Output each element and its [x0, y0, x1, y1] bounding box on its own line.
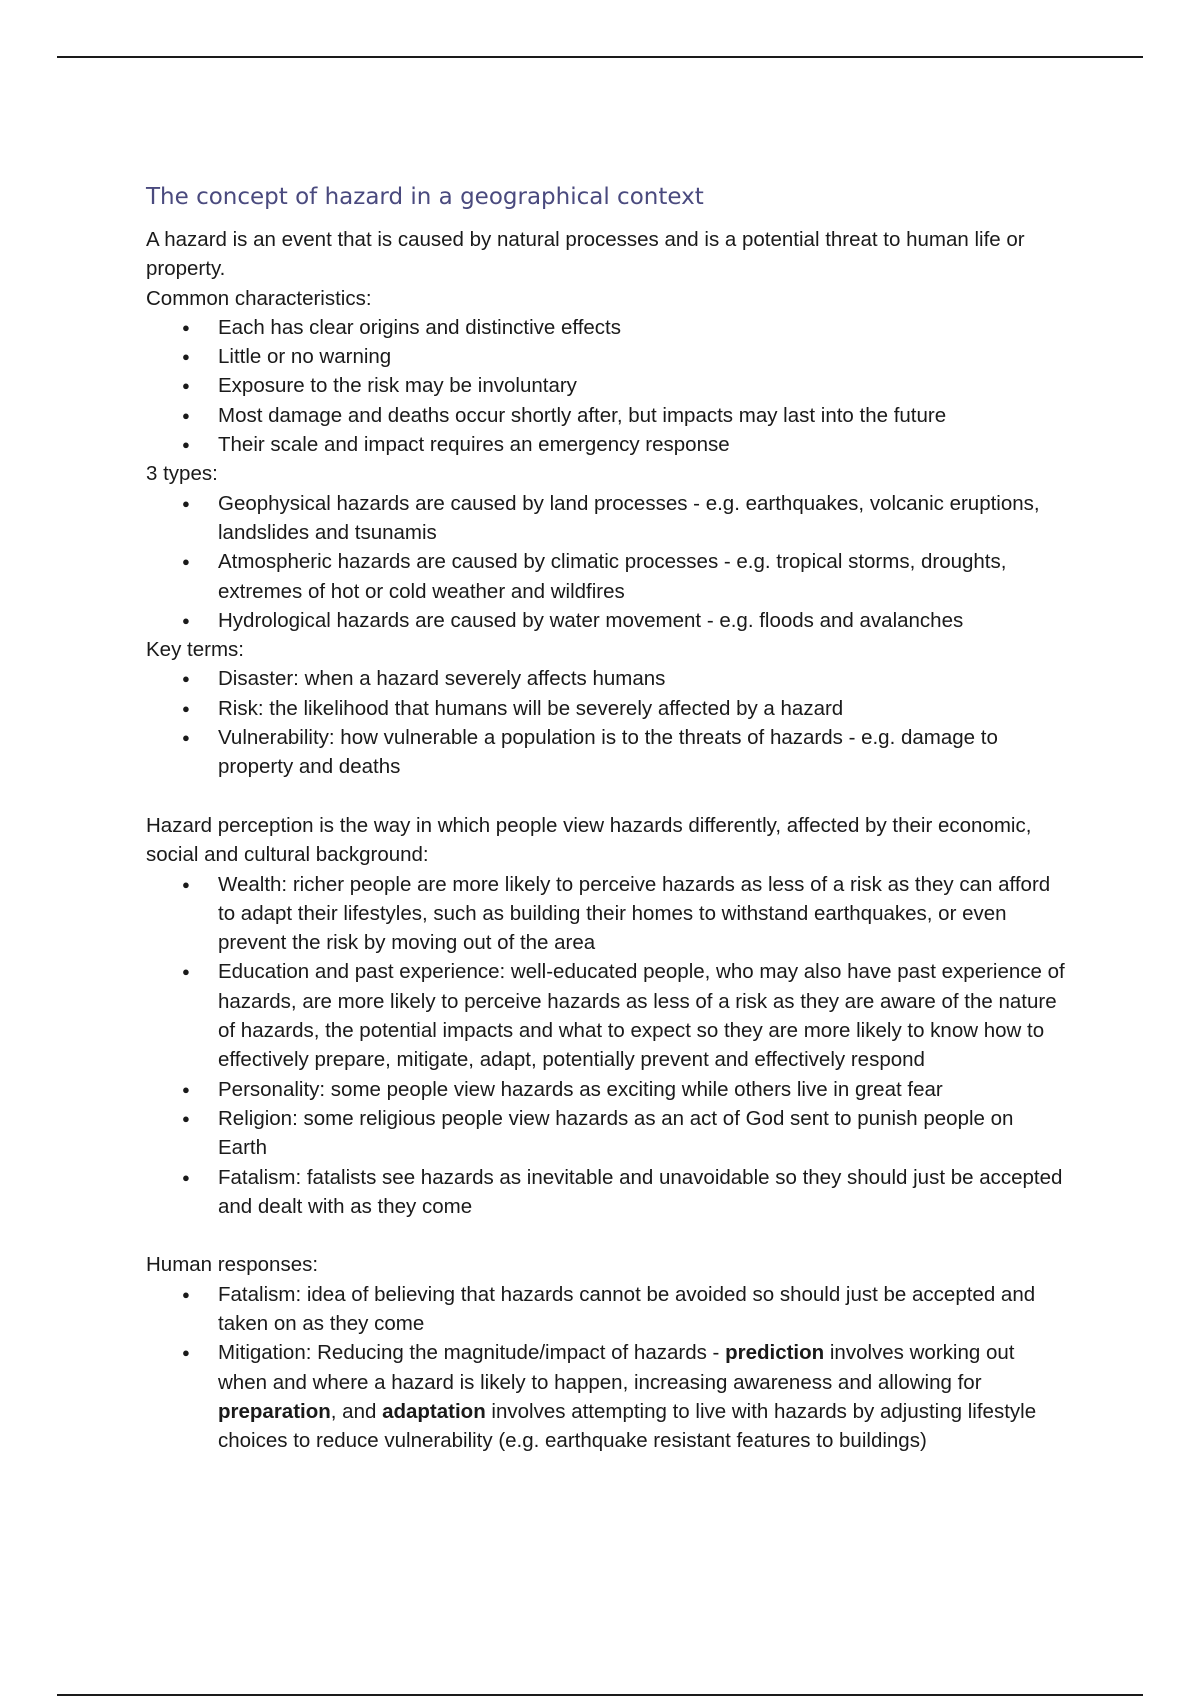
page-title: The concept of hazard in a geographical context: [146, 184, 704, 210]
mitigation-text: Mitigation: Reducing the magnitude/impact of hazards -: [218, 1341, 726, 1365]
key-terms-list: [146, 664, 1066, 781]
list-item: ● Geophysical hazards are caused by land processes - e.g. earthquakes, volcanic eruptions, landslides and tsunamis: [218, 489, 1066, 548]
list-item: ● Wealth: richer people are more likely to perceive hazards as less of a risk as they can afford to adapt their lifestyles, such as building their homes to withstand earthquakes, or even prevent the risk by moving out of the area: [218, 870, 1066, 958]
list-item: ● Their scale and impact requires an emergency response: [218, 430, 1066, 459]
list-item: ● Personality: some people view hazards as exciting while others live in great fear: [218, 1075, 1066, 1104]
top-rule: [57, 56, 1143, 58]
list-item: ● Disaster: when a hazard severely affects humans: [218, 664, 1066, 693]
list-item: ● Atmospheric hazards are caused by climatic processes - e.g. tropical storms, droughts, extremes of hot or cold weather and wildfires: [218, 547, 1066, 606]
responses-heading: Human responses:: [146, 1253, 319, 1277]
characteristics-heading: Common characteristics:: [146, 286, 372, 310]
perception-list: [146, 870, 1066, 1222]
list-item: ● Each has clear origins and distinctive effects: [218, 313, 1066, 342]
list-item-mitigation: [218, 1338, 1066, 1455]
bottom-rule: [57, 1694, 1143, 1696]
list-item: ● Fatalism: fatalists see hazards as inevitable and unavoidable so they should just be accepted and dealt with as they come: [218, 1163, 1066, 1222]
list-item: ● Education and past experience: well-educated people, who may also have past experience of hazards, are more likely to perceive hazards as less of a risk as they are aware of the nature of hazards, the potential impacts and what to expect so they are more likely to know how to effectively prepare, mitigate, adapt, potentially prevent and effectively respond: [218, 957, 1066, 1074]
adaptation-term: adaptation: [382, 1399, 486, 1423]
list-item: ● Exposure to the risk may be involuntary: [218, 371, 1066, 400]
types-heading: 3 types:: [146, 462, 218, 486]
list-item: ● Risk: the likelihood that humans will be severely affected by a hazard: [218, 694, 1066, 723]
list-item: ● Most damage and deaths occur shortly after, but impacts may last into the future: [218, 401, 1066, 430]
mitigation-text: involves attempting to live with hazards by adjusting lifestyle choices to reduce vulnerability (e.g. earthquake resistant features to buildings): [218, 1399, 1037, 1453]
perception-intro: Hazard perception is the way in which people view hazards differently, affected by their economic, social and cultural background:: [146, 813, 1032, 867]
list-item: ● Little or no warning: [218, 342, 1066, 371]
responses-list: [146, 1280, 1066, 1456]
preparation-term: preparation: [218, 1399, 331, 1423]
prediction-term: prediction: [725, 1341, 825, 1365]
document-body: [146, 176, 1066, 1455]
list-item: ● Fatalism: idea of believing that hazards cannot be avoided so should just be accepted and taken on as they come: [218, 1280, 1066, 1339]
intro-paragraph: A hazard is an event that is caused by natural processes and is a potential threat to human life or property.: [146, 228, 1025, 281]
spacer: [146, 782, 1066, 811]
list-item: ● Vulnerability: how vulnerable a population is to the threats of hazards - e.g. damage to property and deaths: [218, 723, 1066, 782]
list-item: ● Hydrological hazards are caused by water movement - e.g. floods and avalanches: [218, 606, 1066, 635]
list-item: ● Religion: some religious people view hazards as an act of God sent to punish people on Earth: [218, 1104, 1066, 1163]
characteristics-list: [146, 313, 1066, 459]
mitigation-text: involves working out when and where a hazard is likely to happen, increasing awareness and allowing for: [218, 1341, 1015, 1394]
key-terms-heading: Key terms:: [146, 638, 244, 662]
types-list: [146, 489, 1066, 635]
spacer: [146, 1221, 1066, 1250]
mitigation-text: , and: [330, 1399, 383, 1423]
